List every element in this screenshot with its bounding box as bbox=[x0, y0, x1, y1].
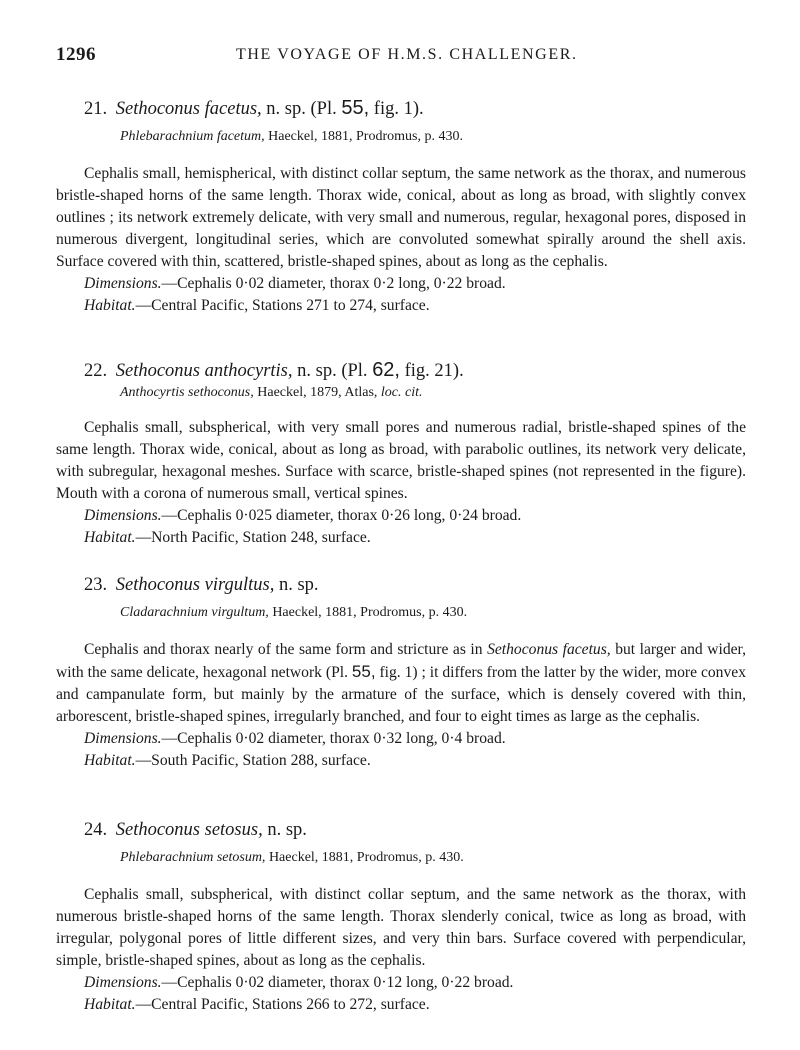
species-description: Cephalis small, hemispherical, with distinct collar septum, the same network as the thorax, and numerous bristle-shaped horns of the same length. Thorax wide, conical, about as long as broad, with slightly convex outlines ; its network extremely delicate, with very small and numerous, regular, hexagonal pores, disposed in numerous divergent, longitudinal series, which are convoluted somewhat spirally around the shell axis. Surface covered with thin, scattered, bristle-shaped spines, about as long as the cephalis. bbox=[56, 165, 746, 270]
plate-close: fig. 1). bbox=[373, 99, 424, 119]
dimensions-label: Dimensions. bbox=[84, 507, 162, 524]
plate-number: 55, bbox=[341, 97, 370, 119]
habitat-label: Habitat. bbox=[84, 529, 136, 546]
description-plate-number: 55, bbox=[351, 662, 376, 681]
species-entry-23 bbox=[56, 573, 746, 772]
habitat-text: —Central Pacific, Stations 271 to 274, surface. bbox=[135, 297, 430, 314]
habitat-label: Habitat. bbox=[84, 996, 136, 1013]
page-number: 1296 bbox=[56, 44, 96, 65]
species-name: Sethoconus facetus, bbox=[115, 99, 262, 119]
species-status: n. sp. bbox=[278, 575, 319, 595]
running-head bbox=[56, 44, 756, 68]
species-description: Cephalis small, subspherical, with very small pores and numerous radial, bristle-shaped spines of the same length. Thorax wide, conical, about as long as broad, with parabolic outlines, its network very delicate, with subregular, hexagonal meshes. Surface with scarce, bristle-shaped spines (not represented in the figure). Mouth with a corona of numerous small, vertical spines. bbox=[56, 419, 746, 502]
species-number: 21. bbox=[84, 99, 108, 119]
synonym-citation: Haeckel, 1881, Prodromus, p. 430. bbox=[272, 605, 468, 620]
synonym-name: Anthocyrtis sethoconus, bbox=[120, 385, 254, 400]
species-name: Sethoconus setosus, bbox=[115, 820, 263, 840]
dimensions-text: —Cephalis 0·025 diameter, thorax 0·26 long, 0·24 broad. bbox=[161, 507, 522, 524]
species-heading bbox=[84, 818, 746, 842]
habitat-text: —North Pacific, Station 248, surface. bbox=[135, 529, 371, 546]
species-description: Cephalis small, subspherical, with distinct collar septum, and the same network as the thorax, with numerous bristle-shaped horns of the same length. Thorax slenderly conical, twice as long as broad, with irregular, polygonal pores of little different sizes, and very thin bars. Surface covered with perpendicular, simple, bristle-shaped spines, about as long as the cephalis. bbox=[56, 886, 746, 969]
species-number: 23. bbox=[84, 575, 108, 595]
habitat-text: —South Pacific, Station 288, surface. bbox=[135, 752, 371, 769]
dimensions-text: —Cephalis 0·02 diameter, thorax 0·32 long, 0·4 broad. bbox=[161, 730, 506, 747]
synonym-line bbox=[120, 127, 746, 147]
synonym-name: Phlebarachnium setosum, bbox=[120, 850, 266, 865]
synonym-line bbox=[120, 848, 746, 868]
species-number: 24. bbox=[84, 820, 108, 840]
species-status: n. sp. bbox=[266, 99, 306, 119]
synonym-citation: Haeckel, 1879, Atlas, bbox=[257, 385, 378, 400]
species-entry-24 bbox=[56, 818, 746, 1016]
species-entry-21 bbox=[56, 96, 746, 317]
synonym-line bbox=[120, 603, 746, 623]
species-heading bbox=[84, 358, 746, 383]
habitat-label: Habitat. bbox=[84, 752, 136, 769]
synonym-name: Cladarachnium virgultum, bbox=[120, 605, 269, 620]
dimensions-line bbox=[84, 972, 746, 994]
plate-close: fig. 21). bbox=[404, 361, 464, 381]
species-heading bbox=[84, 96, 746, 121]
plate-open: (Pl. bbox=[310, 99, 337, 119]
species-entry-22 bbox=[56, 358, 746, 549]
dimensions-text: —Cephalis 0·02 diameter, thorax 0·2 long, 0·22 broad. bbox=[161, 275, 506, 292]
dimensions-label: Dimensions. bbox=[84, 730, 162, 747]
species-number: 22. bbox=[84, 361, 108, 381]
running-title: THE VOYAGE OF H.M.S. CHALLENGER. bbox=[236, 46, 578, 63]
synonym-citation: Haeckel, 1881, Prodromus, p. 430. bbox=[268, 850, 464, 865]
habitat-line bbox=[84, 527, 746, 549]
synonym-citation: Haeckel, 1881, Prodromus, p. 430. bbox=[268, 129, 463, 144]
synonym-line bbox=[120, 383, 746, 403]
species-name: Sethoconus anthocyrtis, bbox=[115, 361, 293, 381]
species-name: Sethoconus virgultus, bbox=[115, 575, 275, 595]
habitat-text: —Central Pacific, Stations 266 to 272, surface. bbox=[135, 996, 430, 1013]
habitat-label: Habitat. bbox=[84, 297, 136, 314]
synonym-loc: loc. cit. bbox=[380, 385, 423, 400]
plate-open: (Pl. bbox=[341, 361, 368, 381]
description-italic: Sethoconus facetus, bbox=[487, 641, 611, 658]
species-status: n. sp. bbox=[297, 361, 337, 381]
dimensions-label: Dimensions. bbox=[84, 275, 162, 292]
description-start: Cephalis and thorax nearly of the same form and stricture as in bbox=[84, 641, 483, 658]
species-status: n. sp. bbox=[267, 820, 307, 840]
description-mid: but larger and wider, with the same delicate, hexagonal network (Pl. bbox=[56, 641, 747, 681]
habitat-line bbox=[84, 750, 746, 772]
dimensions-line bbox=[84, 505, 746, 527]
habitat-line bbox=[84, 295, 746, 317]
plate-number: 62, bbox=[372, 359, 400, 381]
dimensions-label: Dimensions. bbox=[84, 974, 162, 991]
species-heading bbox=[84, 573, 746, 597]
dimensions-text: —Cephalis 0·02 diameter, thorax 0·12 long, 0·22 broad. bbox=[161, 974, 514, 991]
dimensions-line bbox=[84, 273, 746, 295]
synonym-name: Phlebarachnium facetum, bbox=[120, 129, 265, 144]
dimensions-line bbox=[84, 728, 746, 750]
habitat-line bbox=[84, 994, 746, 1016]
species-description bbox=[56, 639, 746, 728]
description-end: fig. 1) ; it differs from the latter by the wider, more convex and campanulate form, but mainly by the armature of the surface, which is densely covered with thin, arborescent, bristle-shaped spines, irregularly branched, and four to eight times as large as the cephalis. bbox=[56, 664, 746, 725]
